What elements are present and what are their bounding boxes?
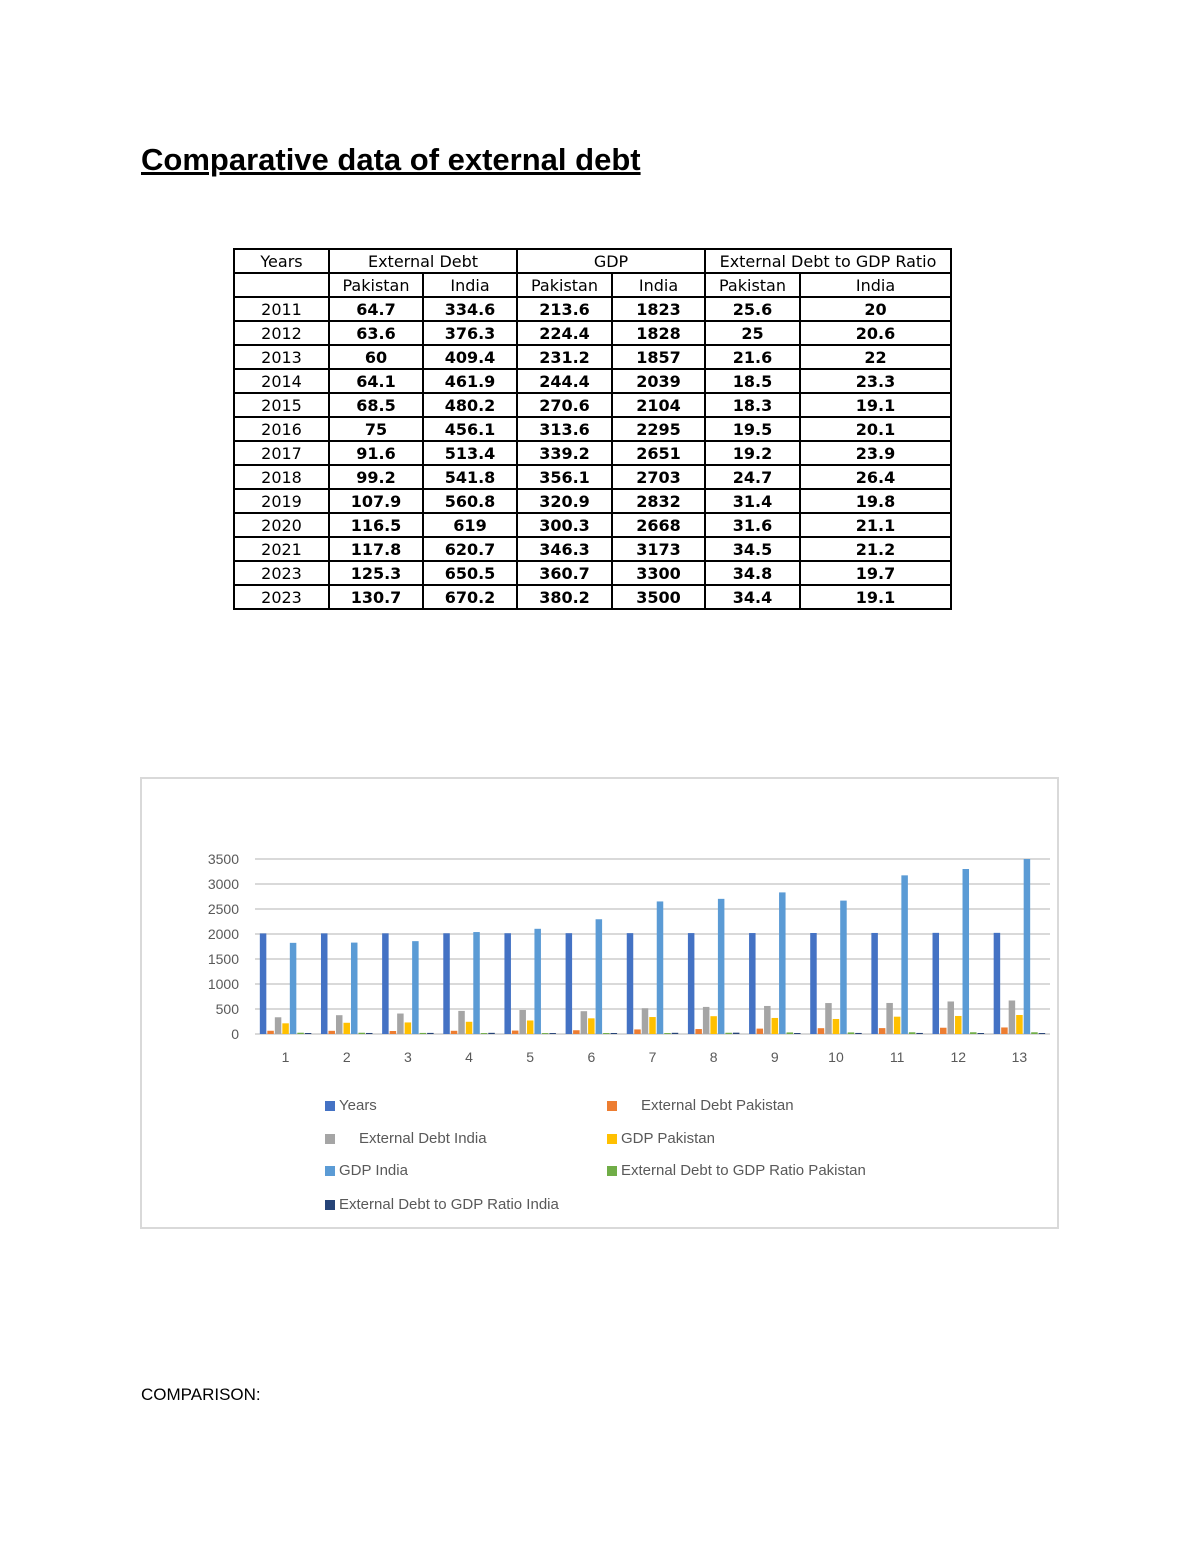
header-cell: GDP: [517, 249, 705, 273]
bar: [420, 1033, 427, 1034]
year-cell: 2019: [234, 489, 329, 513]
year-cell: 2023: [234, 585, 329, 609]
bar: [282, 1023, 289, 1034]
value-cell: 18.5: [705, 369, 800, 393]
subheader-cell: Pakistan: [329, 273, 423, 297]
bar: [794, 1033, 801, 1034]
bar: [627, 933, 634, 1034]
bar: [810, 933, 817, 1034]
y-tick-label: 500: [215, 1001, 239, 1017]
bar: [1039, 1033, 1046, 1034]
value-cell: 1857: [612, 345, 705, 369]
x-tick-label: 4: [465, 1049, 473, 1065]
legend-swatch: [607, 1166, 617, 1176]
legend-label: External Debt to GDP Ratio India: [339, 1196, 559, 1213]
bar: [695, 1029, 702, 1034]
bar: [649, 1017, 656, 1034]
table-row: [234, 369, 951, 393]
bar: [634, 1029, 641, 1034]
year-cell: 2012: [234, 321, 329, 345]
table-row: [234, 393, 951, 417]
y-tick-label: 0: [231, 1026, 239, 1042]
bar: [703, 1007, 710, 1034]
legend-label: External Debt India: [359, 1130, 487, 1147]
bar: [358, 1033, 365, 1034]
value-cell: 409.4: [423, 345, 517, 369]
y-tick-label: 1500: [207, 951, 239, 967]
value-cell: 99.2: [329, 465, 423, 489]
value-cell: 20.1: [800, 417, 951, 441]
bar: [672, 1033, 679, 1034]
bar: [397, 1014, 404, 1034]
value-cell: 19.1: [800, 585, 951, 609]
value-cell: 334.6: [423, 297, 517, 321]
legend-swatch: [325, 1101, 335, 1111]
bar: [955, 1016, 962, 1034]
x-tick-label: 3: [403, 1049, 412, 1065]
bar: [871, 933, 878, 1034]
year-cell: 2020: [234, 513, 329, 537]
bar: [916, 1033, 923, 1034]
value-cell: 19.8: [800, 489, 951, 513]
value-cell: 60: [329, 345, 423, 369]
bar: [978, 1033, 985, 1034]
value-cell: 20: [800, 297, 951, 321]
legend-swatch: [325, 1134, 335, 1144]
year-cell: 2014: [234, 369, 329, 393]
value-cell: 300.3: [517, 513, 612, 537]
bar: [901, 875, 908, 1034]
bar: [642, 1008, 649, 1034]
value-cell: 91.6: [329, 441, 423, 465]
value-cell: 2295: [612, 417, 705, 441]
bar: [504, 933, 511, 1034]
legend-label: GDP India: [339, 1162, 408, 1179]
value-cell: 356.1: [517, 465, 612, 489]
value-cell: 1823: [612, 297, 705, 321]
legend-item: [325, 1196, 559, 1213]
value-cell: 620.7: [423, 537, 517, 561]
year-cell: 2011: [234, 297, 329, 321]
value-cell: 560.8: [423, 489, 517, 513]
bar: [573, 1030, 580, 1034]
bar: [260, 933, 267, 1034]
bar: [855, 1033, 862, 1034]
legend-item: [607, 1130, 715, 1147]
legend-label: External Debt Pakistan: [641, 1097, 794, 1114]
bar: [886, 1003, 893, 1034]
bar: [994, 933, 1001, 1034]
external-debt-table: [233, 248, 952, 610]
bar: [757, 1029, 764, 1034]
bar: [664, 1033, 671, 1034]
y-tick-label: 2000: [207, 926, 239, 942]
value-cell: 1828: [612, 321, 705, 345]
table-row: [234, 585, 951, 609]
bar: [833, 1019, 840, 1034]
page-title: Comparative data of external debt: [141, 142, 641, 177]
bar: [818, 1028, 825, 1034]
subheader-cell: India: [800, 273, 951, 297]
year-cell: 2018: [234, 465, 329, 489]
bar: [267, 1031, 274, 1034]
bar: [1031, 1032, 1038, 1034]
bar-chart: [142, 779, 1057, 1227]
bar: [336, 1015, 343, 1034]
y-tick-label: 3500: [207, 851, 239, 867]
value-cell: 231.2: [517, 345, 612, 369]
value-cell: 670.2: [423, 585, 517, 609]
table-row: [234, 537, 951, 561]
value-cell: 480.2: [423, 393, 517, 417]
bar: [596, 919, 603, 1034]
bar: [534, 929, 541, 1034]
x-tick-label: 5: [526, 1049, 535, 1065]
value-cell: 130.7: [329, 585, 423, 609]
legend-item: [607, 1097, 794, 1114]
bar: [779, 892, 786, 1034]
bar: [963, 869, 970, 1034]
year-cell: 2015: [234, 393, 329, 417]
bar: [581, 1011, 588, 1034]
value-cell: 26.4: [800, 465, 951, 489]
bar: [657, 901, 664, 1034]
bar: [725, 1033, 732, 1034]
value-cell: 3300: [612, 561, 705, 585]
bar: [451, 1031, 458, 1034]
table-row: [234, 441, 951, 465]
table-row: [234, 489, 951, 513]
x-tick-label: 6: [587, 1049, 596, 1065]
table-row: [234, 465, 951, 489]
bar: [549, 1033, 556, 1034]
table-row: [234, 345, 951, 369]
value-cell: 339.2: [517, 441, 612, 465]
subheader-cell: Pakistan: [517, 273, 612, 297]
value-cell: 107.9: [329, 489, 423, 513]
year-cell: 2021: [234, 537, 329, 561]
legend-item: [325, 1162, 408, 1179]
bar: [366, 1033, 373, 1034]
value-cell: 19.1: [800, 393, 951, 417]
value-cell: 541.8: [423, 465, 517, 489]
bar: [772, 1018, 779, 1034]
value-cell: 619: [423, 513, 517, 537]
bar: [321, 933, 328, 1034]
bar: [1024, 859, 1031, 1034]
bar: [488, 1033, 495, 1034]
value-cell: 117.8: [329, 537, 423, 561]
bar: [328, 1031, 335, 1034]
bar: [297, 1033, 304, 1034]
value-cell: 2651: [612, 441, 705, 465]
x-tick-label: 10: [828, 1049, 844, 1065]
bar: [290, 943, 297, 1034]
bar: [519, 1010, 526, 1034]
year-cell: 2023: [234, 561, 329, 585]
bar: [909, 1032, 916, 1034]
year-cell: 2017: [234, 441, 329, 465]
value-cell: 31.4: [705, 489, 800, 513]
bar: [588, 1018, 595, 1034]
value-cell: 23.9: [800, 441, 951, 465]
bar: [566, 933, 573, 1034]
bar: [749, 933, 756, 1034]
value-cell: 75: [329, 417, 423, 441]
value-cell: 270.6: [517, 393, 612, 417]
value-cell: 18.3: [705, 393, 800, 417]
bar: [848, 1032, 855, 1034]
bar: [787, 1032, 794, 1034]
value-cell: 21.6: [705, 345, 800, 369]
value-cell: 650.5: [423, 561, 517, 585]
bar: [933, 933, 940, 1034]
y-tick-label: 3000: [207, 876, 239, 892]
bar: [825, 1003, 832, 1034]
value-cell: 2703: [612, 465, 705, 489]
bar: [390, 1031, 397, 1034]
bar: [275, 1017, 282, 1034]
x-tick-label: 8: [709, 1049, 718, 1065]
bar: [688, 933, 695, 1034]
legend-swatch: [325, 1200, 335, 1210]
bar: [879, 1028, 886, 1034]
table-row: [234, 321, 951, 345]
header-cell: External Debt: [329, 249, 517, 273]
bar: [512, 1031, 519, 1034]
bar: [343, 1023, 350, 1034]
value-cell: 25.6: [705, 297, 800, 321]
header-cell: Years: [234, 249, 329, 273]
subheader-cell: [234, 273, 329, 297]
value-cell: 380.2: [517, 585, 612, 609]
value-cell: 63.6: [329, 321, 423, 345]
bar: [948, 1001, 955, 1034]
x-tick-label: 1: [281, 1049, 290, 1065]
value-cell: 34.4: [705, 585, 800, 609]
bar: [443, 933, 450, 1034]
value-cell: 68.5: [329, 393, 423, 417]
subheader-cell: Pakistan: [705, 273, 800, 297]
bar: [427, 1033, 434, 1034]
table-row: [234, 513, 951, 537]
value-cell: 64.1: [329, 369, 423, 393]
y-tick-label: 2500: [207, 901, 239, 917]
table-header-row: [234, 249, 951, 273]
value-cell: 21.2: [800, 537, 951, 561]
x-tick-label: 13: [1011, 1049, 1028, 1065]
bar: [405, 1022, 412, 1034]
value-cell: 2104: [612, 393, 705, 417]
x-tick-label: 11: [889, 1049, 905, 1065]
value-cell: 313.6: [517, 417, 612, 441]
value-cell: 125.3: [329, 561, 423, 585]
value-cell: 20.6: [800, 321, 951, 345]
value-cell: 31.6: [705, 513, 800, 537]
value-cell: 360.7: [517, 561, 612, 585]
legend-label: GDP Pakistan: [621, 1130, 715, 1147]
bar: [527, 1020, 534, 1034]
bar: [718, 899, 725, 1034]
legend-swatch: [325, 1166, 335, 1176]
legend-swatch: [607, 1134, 617, 1144]
value-cell: 456.1: [423, 417, 517, 441]
x-tick-label: 9: [770, 1049, 779, 1065]
bar: [458, 1011, 465, 1034]
value-cell: 19.7: [800, 561, 951, 585]
value-cell: 116.5: [329, 513, 423, 537]
legend-label: Years: [339, 1097, 377, 1114]
bar: [466, 1022, 473, 1034]
subheader-cell: India: [423, 273, 517, 297]
value-cell: 34.5: [705, 537, 800, 561]
value-cell: 22: [800, 345, 951, 369]
bar: [840, 901, 847, 1034]
value-cell: 19.5: [705, 417, 800, 441]
table-row: [234, 297, 951, 321]
legend-item: [325, 1130, 487, 1147]
value-cell: 513.4: [423, 441, 517, 465]
bar: [611, 1033, 618, 1034]
bar: [940, 1028, 947, 1034]
table-subheader-row: [234, 273, 951, 297]
value-cell: 3173: [612, 537, 705, 561]
subheader-cell: India: [612, 273, 705, 297]
value-cell: 3500: [612, 585, 705, 609]
year-cell: 2016: [234, 417, 329, 441]
bar: [733, 1033, 740, 1034]
legend-item: [325, 1097, 377, 1114]
y-tick-label: 1000: [207, 976, 239, 992]
legend-item: [607, 1162, 866, 1179]
x-tick-label: 7: [648, 1049, 657, 1065]
bar: [412, 941, 419, 1034]
bar: [764, 1006, 771, 1034]
bar: [473, 932, 480, 1034]
bar: [970, 1032, 977, 1034]
legend-swatch: [607, 1101, 617, 1111]
table-row: [234, 561, 951, 585]
value-cell: 320.9: [517, 489, 612, 513]
x-tick-label: 12: [950, 1049, 967, 1065]
bar: [382, 933, 389, 1034]
value-cell: 2832: [612, 489, 705, 513]
legend-label: External Debt to GDP Ratio Pakistan: [621, 1162, 866, 1179]
bar: [1009, 1000, 1016, 1034]
value-cell: 24.7: [705, 465, 800, 489]
value-cell: 21.1: [800, 513, 951, 537]
bar: [1001, 1027, 1008, 1034]
chart-container: [140, 777, 1059, 1229]
comparison-heading: COMPARISON:: [141, 1385, 261, 1404]
value-cell: 23.3: [800, 369, 951, 393]
value-cell: 19.2: [705, 441, 800, 465]
value-cell: 64.7: [329, 297, 423, 321]
value-cell: 34.8: [705, 561, 800, 585]
value-cell: 2668: [612, 513, 705, 537]
value-cell: 346.3: [517, 537, 612, 561]
year-cell: 2013: [234, 345, 329, 369]
value-cell: 2039: [612, 369, 705, 393]
value-cell: 376.3: [423, 321, 517, 345]
table-row: [234, 417, 951, 441]
bar: [351, 943, 358, 1034]
value-cell: 244.4: [517, 369, 612, 393]
bar: [710, 1016, 717, 1034]
x-tick-label: 2: [342, 1049, 351, 1065]
bar: [542, 1033, 549, 1034]
bar: [481, 1033, 488, 1034]
value-cell: 213.6: [517, 297, 612, 321]
value-cell: 461.9: [423, 369, 517, 393]
value-cell: 224.4: [517, 321, 612, 345]
value-cell: 25: [705, 321, 800, 345]
bar: [894, 1017, 901, 1034]
bar: [305, 1033, 312, 1034]
bar: [603, 1033, 610, 1034]
header-cell: External Debt to GDP Ratio: [705, 249, 951, 273]
bar: [1016, 1015, 1023, 1034]
